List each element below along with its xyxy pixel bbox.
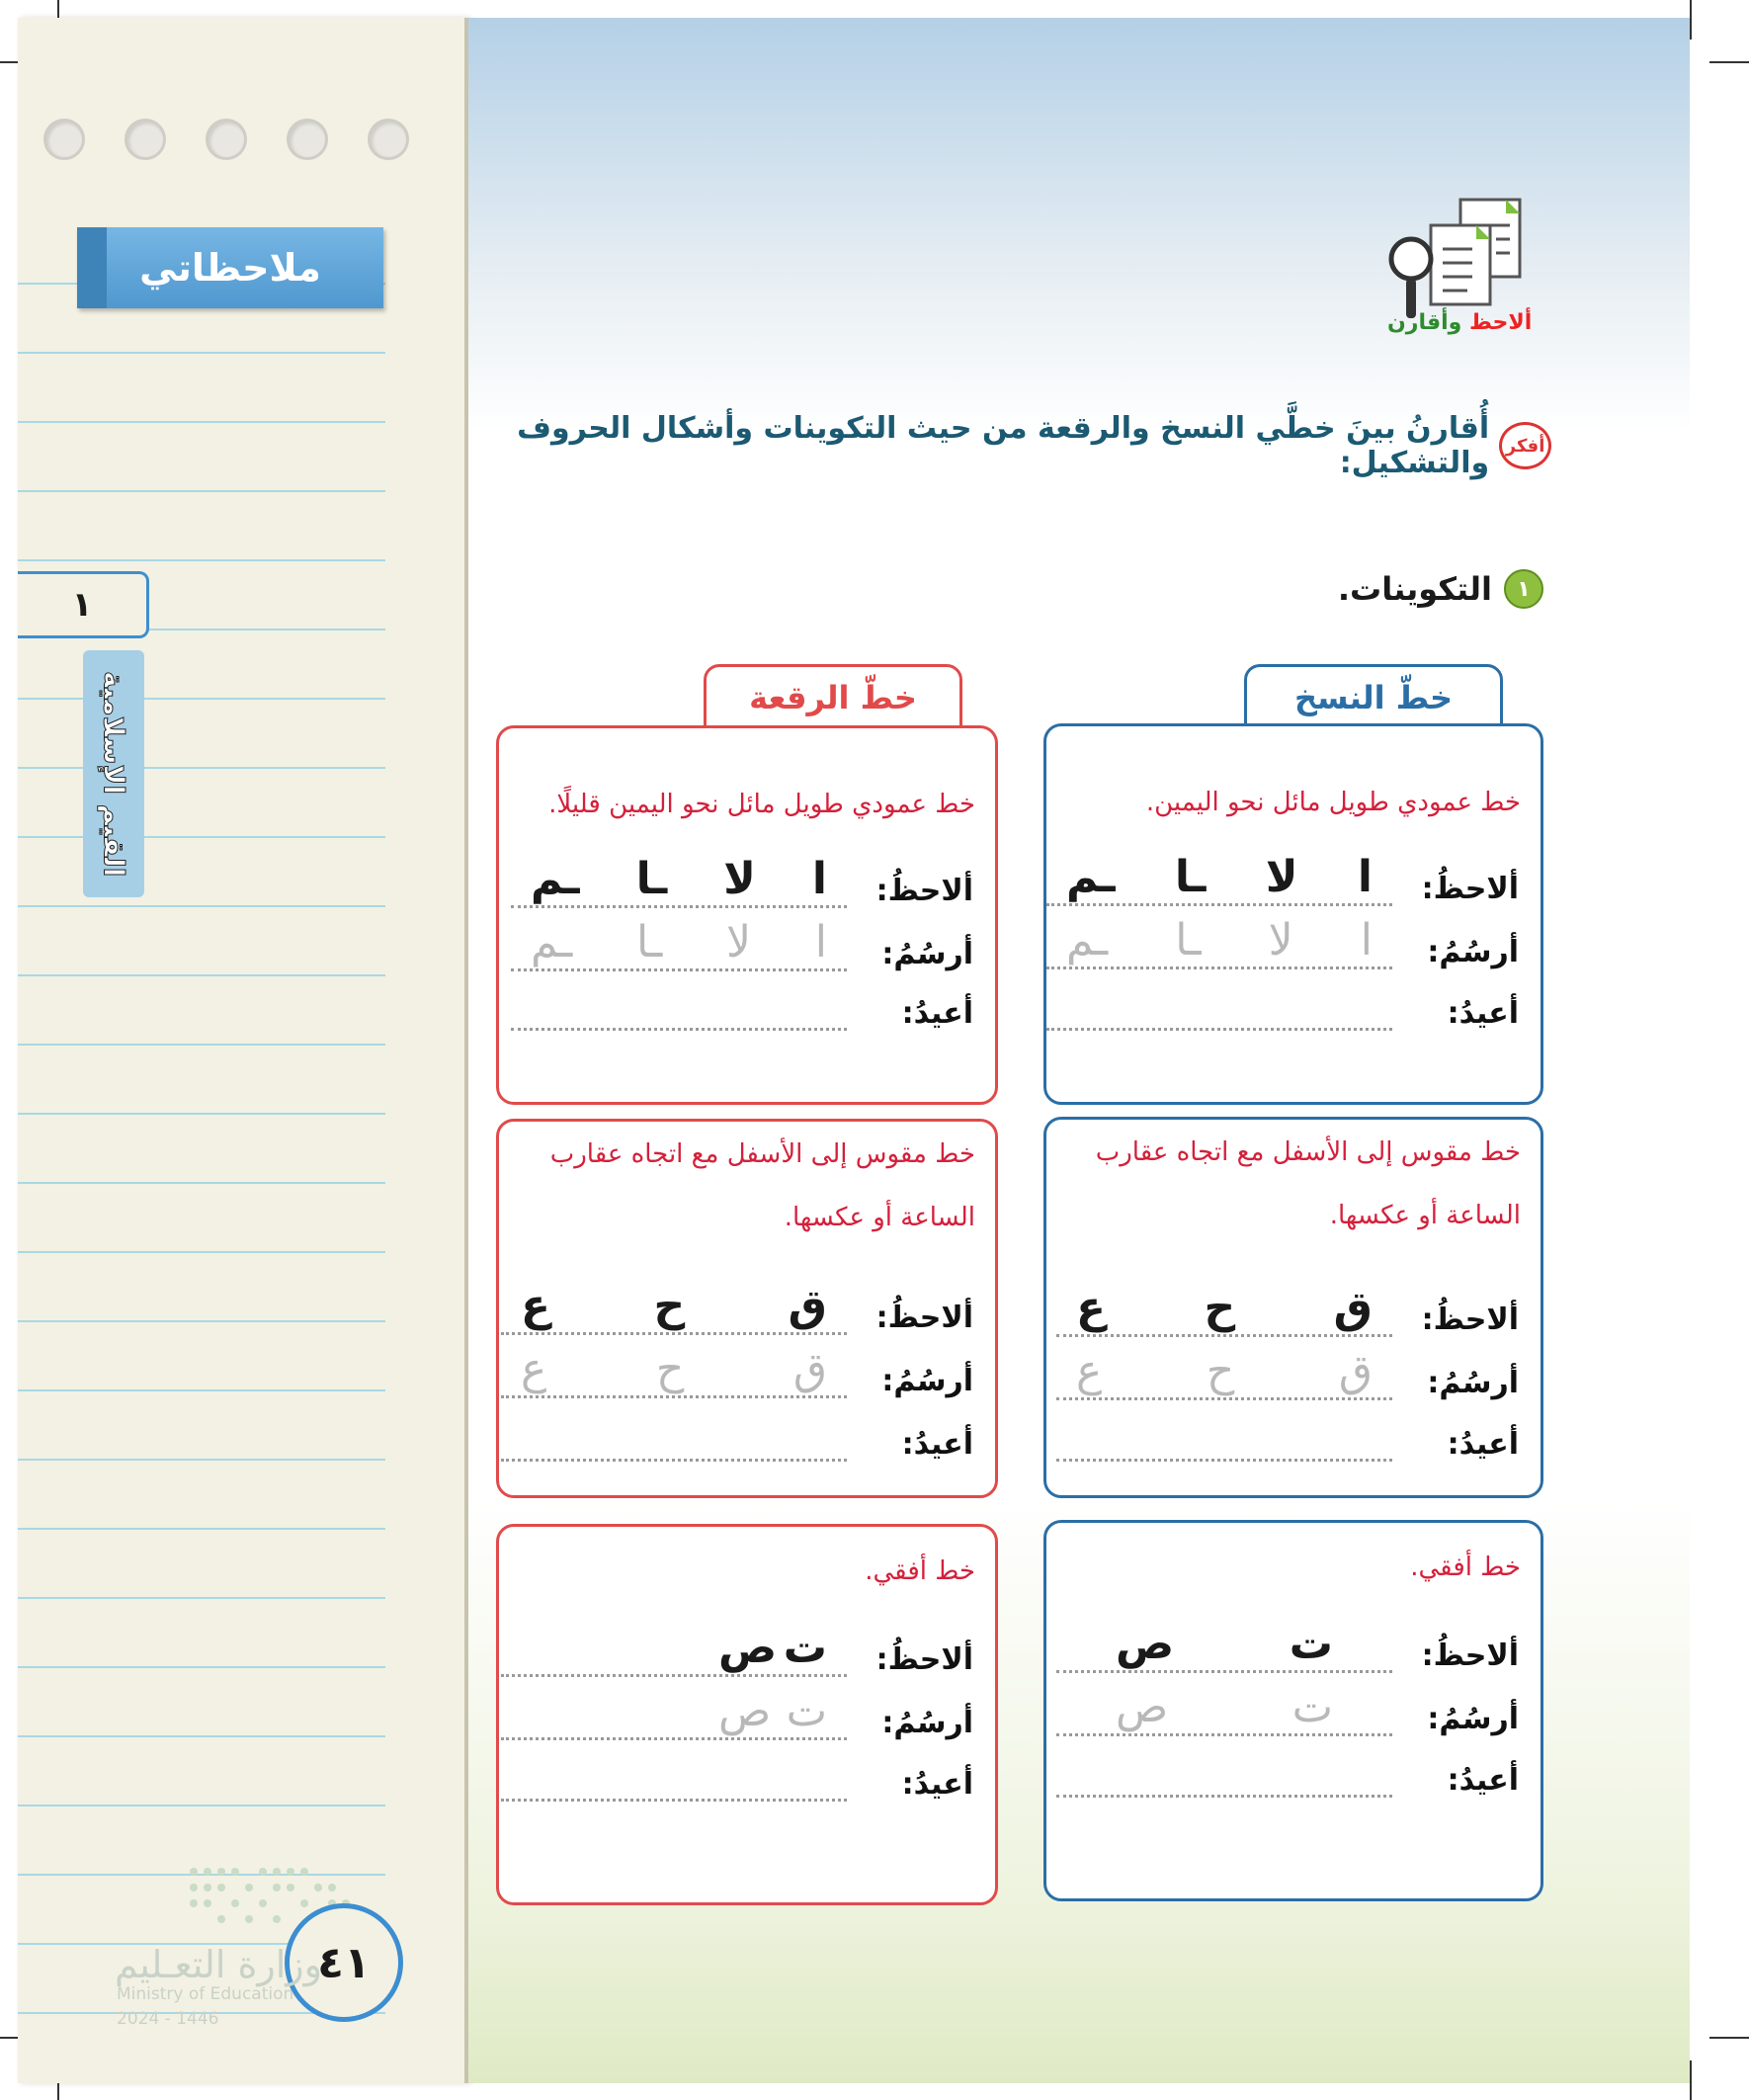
ministry-year: 2024 - 1446 xyxy=(117,2009,219,2029)
ruqaa-column-title: خطّ الرقعة xyxy=(704,664,962,731)
trace-letter: ـم xyxy=(531,917,573,967)
letter: ـم xyxy=(1066,852,1116,902)
letter: ـا xyxy=(1174,852,1207,902)
worksheet-page xyxy=(468,18,1690,2083)
repeat-row xyxy=(501,1412,973,1462)
letter: ت xyxy=(1289,1619,1333,1669)
ruled-line xyxy=(18,1459,385,1461)
instruction xyxy=(468,411,1551,480)
repeat-row xyxy=(1056,1412,1519,1462)
trace-letter: ح xyxy=(655,1344,685,1394)
naskh-column-title: خطّ النسخ xyxy=(1244,664,1503,731)
naskh-trace-letters xyxy=(1056,1346,1392,1396)
trace-letter: ق xyxy=(1338,1346,1373,1396)
notes-title-tab xyxy=(77,227,383,308)
repeat-line[interactable] xyxy=(1056,1755,1392,1798)
observe-line[interactable] xyxy=(1056,1283,1392,1337)
ruled-line xyxy=(18,490,385,492)
repeat-label: أعيدُ: xyxy=(1447,1427,1519,1462)
connector-word: و xyxy=(1448,310,1469,335)
letter: ح xyxy=(653,1281,686,1331)
naskh-desc-curved-1: خط مقوس إلى الأسفل مع اتجاه عقارب xyxy=(1095,1137,1521,1167)
observe-line[interactable] xyxy=(501,1623,847,1677)
repeat-line[interactable] xyxy=(511,988,847,1031)
draw-row xyxy=(1056,1346,1519,1400)
ruqaa-observe-letters xyxy=(501,1623,847,1673)
repeat-line[interactable] xyxy=(1056,1419,1392,1462)
observe-word: ألاحظ xyxy=(1469,310,1533,335)
naskh-box-vertical xyxy=(1043,723,1543,1105)
naskh-observe-letters xyxy=(1046,852,1392,902)
ruled-line xyxy=(18,836,385,838)
ruled-line xyxy=(18,352,385,354)
naskh-desc-horizontal: خط أفقي. xyxy=(1410,1553,1521,1582)
section-number: ١ xyxy=(1504,569,1543,609)
binder-hole xyxy=(368,119,409,160)
repeat-row xyxy=(1046,981,1519,1031)
ruled-line xyxy=(18,559,385,561)
trace-letter: ع xyxy=(521,1344,547,1394)
trace-letter: ق xyxy=(792,1344,827,1394)
trace-letter: ـا xyxy=(1175,915,1202,966)
letter: ح xyxy=(1204,1283,1236,1333)
trace-letter: ـم xyxy=(1066,915,1109,966)
letter: ع xyxy=(521,1281,551,1331)
letter: ص xyxy=(718,1623,778,1673)
repeat-row xyxy=(511,981,973,1031)
letter: ا xyxy=(811,854,827,904)
naskh-desc-curved-2: الساعة أو عكسها. xyxy=(1329,1201,1521,1230)
observe-line[interactable] xyxy=(501,1281,847,1335)
ruqaa-desc-curved-1: خط مقوس إلى الأسفل مع اتجاه عقارب xyxy=(549,1139,975,1169)
notes-sidebar xyxy=(18,18,468,2083)
binder-hole xyxy=(206,119,247,160)
ruqaa-desc-curved-2: الساعة أو عكسها. xyxy=(784,1203,975,1232)
ruqaa-trace-letters xyxy=(501,1344,847,1394)
draw-label: أرسُمُ: xyxy=(1427,935,1519,969)
draw-label: أرسُمُ: xyxy=(881,937,973,971)
ruled-line xyxy=(18,1113,385,1115)
draw-row xyxy=(501,1686,973,1740)
ruled-line xyxy=(18,1251,385,1253)
binder-hole xyxy=(43,119,85,160)
ruled-line xyxy=(18,1597,385,1599)
letter: لا xyxy=(1265,852,1298,902)
tab-stripe xyxy=(77,227,107,308)
ruqaa-trace-letters xyxy=(501,1686,847,1736)
trace-letter: ا xyxy=(814,917,827,967)
ruqaa-trace-letters xyxy=(511,917,847,967)
observe-label: ألاحظُ: xyxy=(875,1301,973,1335)
trace-letter: ص xyxy=(718,1686,772,1736)
unit-number: ١ xyxy=(18,571,149,638)
observe-row xyxy=(1056,1619,1519,1673)
ruqaa-observe-letters xyxy=(511,854,847,904)
section-heading xyxy=(1338,569,1543,609)
trace-letter: ت xyxy=(786,1686,827,1736)
trace-letter: ا xyxy=(1360,915,1373,966)
draw-line[interactable] xyxy=(511,917,847,971)
repeat-row xyxy=(501,1752,973,1802)
observe-label: ألاحظُ: xyxy=(1421,872,1519,906)
draw-row xyxy=(511,917,973,971)
ruled-line xyxy=(18,1805,385,1806)
observe-row xyxy=(501,1281,973,1335)
ruled-line xyxy=(18,905,385,907)
trace-letter: لا xyxy=(1268,915,1293,966)
ruled-line xyxy=(18,1389,385,1391)
notes-title: ملاحظاتي xyxy=(139,246,321,290)
naskh-trace-letters xyxy=(1056,1682,1392,1732)
binder-hole xyxy=(125,119,166,160)
ruqaa-box-horizontal xyxy=(496,1524,998,1905)
ruled-line xyxy=(18,1528,385,1530)
draw-row xyxy=(1056,1682,1519,1736)
draw-line[interactable] xyxy=(501,1344,847,1398)
ruled-line xyxy=(18,698,385,700)
observe-line[interactable] xyxy=(1046,852,1392,906)
draw-label: أرسُمُ: xyxy=(1427,1366,1519,1400)
repeat-label: أعيدُ: xyxy=(1447,996,1519,1031)
letter: ـم xyxy=(531,854,580,904)
observe-label: ألاحظُ: xyxy=(1421,1638,1519,1673)
draw-row xyxy=(1046,915,1519,969)
ruqaa-observe-letters xyxy=(501,1281,847,1331)
draw-line[interactable] xyxy=(501,1686,847,1740)
letter: لا xyxy=(723,854,756,904)
ruled-line xyxy=(18,1320,385,1322)
letter: ق xyxy=(1333,1283,1373,1333)
ruled-line xyxy=(18,1735,385,1737)
unit-name-tab xyxy=(83,650,144,897)
observe-row xyxy=(501,1623,973,1677)
naskh-box-horizontal xyxy=(1043,1520,1543,1901)
naskh-observe-letters xyxy=(1056,1283,1392,1333)
letter: ا xyxy=(1357,852,1373,902)
trace-letter: ع xyxy=(1076,1346,1103,1396)
instruction-text: أُقارنُ بينَ خطَّي النسخ والرقعة من حيث التكوينات وأشكال الحروف والتشكيل: xyxy=(517,411,1490,480)
repeat-row xyxy=(1056,1748,1519,1798)
ruled-line xyxy=(18,767,385,769)
repeat-label: أعيدُ: xyxy=(901,996,973,1031)
trace-letter: ـا xyxy=(635,917,663,967)
draw-label: أرسُمُ: xyxy=(881,1364,973,1398)
repeat-label: أعيدُ: xyxy=(1447,1763,1519,1798)
repeat-line[interactable] xyxy=(1046,988,1392,1031)
page-number: ٤١ xyxy=(285,1903,403,2022)
letter: ص xyxy=(1116,1619,1175,1669)
ministry-name-en: Ministry of Education xyxy=(117,1984,294,2004)
draw-line[interactable] xyxy=(1056,1682,1392,1736)
section-title: التكوينات. xyxy=(1337,570,1492,608)
naskh-observe-letters xyxy=(1056,1619,1392,1669)
trace-letter: لا xyxy=(725,917,752,967)
ruqaa-desc-horizontal: خط أفقي. xyxy=(865,1556,975,1586)
think-badge-icon: أفكر xyxy=(1499,422,1551,469)
observe-row xyxy=(1046,852,1519,906)
trace-letter: ت xyxy=(1291,1682,1333,1732)
letter: ت xyxy=(783,1623,827,1673)
draw-line[interactable] xyxy=(1056,1346,1392,1400)
trace-letter: ص xyxy=(1116,1682,1169,1732)
ruqaa-desc-vertical: خط عمودي طويل مائل نحو اليمين قليلًا. xyxy=(548,790,975,819)
draw-label: أرسُمُ: xyxy=(1427,1702,1519,1736)
crop-mark xyxy=(1709,61,1749,63)
observe-label: ألاحظُ: xyxy=(875,1642,973,1677)
observe-line[interactable] xyxy=(1056,1619,1392,1673)
letter: ـا xyxy=(635,854,668,904)
ministry-name-ar: وزارة التعـليم xyxy=(115,1943,323,1986)
observe-line[interactable] xyxy=(511,854,847,908)
naskh-desc-vertical: خط عمودي طويل مائل نحو اليمين. xyxy=(1145,788,1521,817)
crop-mark xyxy=(1690,2060,1692,2100)
repeat-line[interactable] xyxy=(501,1419,847,1462)
draw-label: أرسُمُ: xyxy=(881,1706,973,1740)
unit-name: القيم الإسلامية xyxy=(97,670,130,878)
letter: ع xyxy=(1076,1283,1107,1333)
binder-hole xyxy=(287,119,328,160)
repeat-line[interactable] xyxy=(501,1759,847,1802)
crop-mark xyxy=(1709,2037,1749,2039)
naskh-box-curved xyxy=(1043,1117,1543,1498)
repeat-label: أعيدُ: xyxy=(901,1427,973,1462)
observe-label: ألاحظُ: xyxy=(1421,1302,1519,1337)
trace-letter: ح xyxy=(1206,1346,1235,1396)
crop-mark xyxy=(1690,0,1692,40)
observe-row xyxy=(511,854,973,908)
naskh-trace-letters xyxy=(1046,915,1392,966)
compare-word: أقارن xyxy=(1387,310,1449,335)
observe-label: ألاحظُ: xyxy=(875,874,973,908)
ruqaa-box-curved xyxy=(496,1119,998,1498)
draw-line[interactable] xyxy=(1046,915,1392,969)
draw-row xyxy=(501,1344,973,1398)
ruled-line xyxy=(18,1666,385,1668)
ruled-line xyxy=(18,1044,385,1046)
ruled-line xyxy=(18,974,385,976)
letter: ق xyxy=(788,1281,827,1331)
ruled-line xyxy=(18,1182,385,1184)
repeat-label: أعيدُ: xyxy=(901,1767,973,1802)
observe-compare-label xyxy=(1387,310,1532,335)
ruled-line xyxy=(18,421,385,423)
ruqaa-box-vertical xyxy=(496,725,998,1105)
observe-row xyxy=(1056,1283,1519,1337)
